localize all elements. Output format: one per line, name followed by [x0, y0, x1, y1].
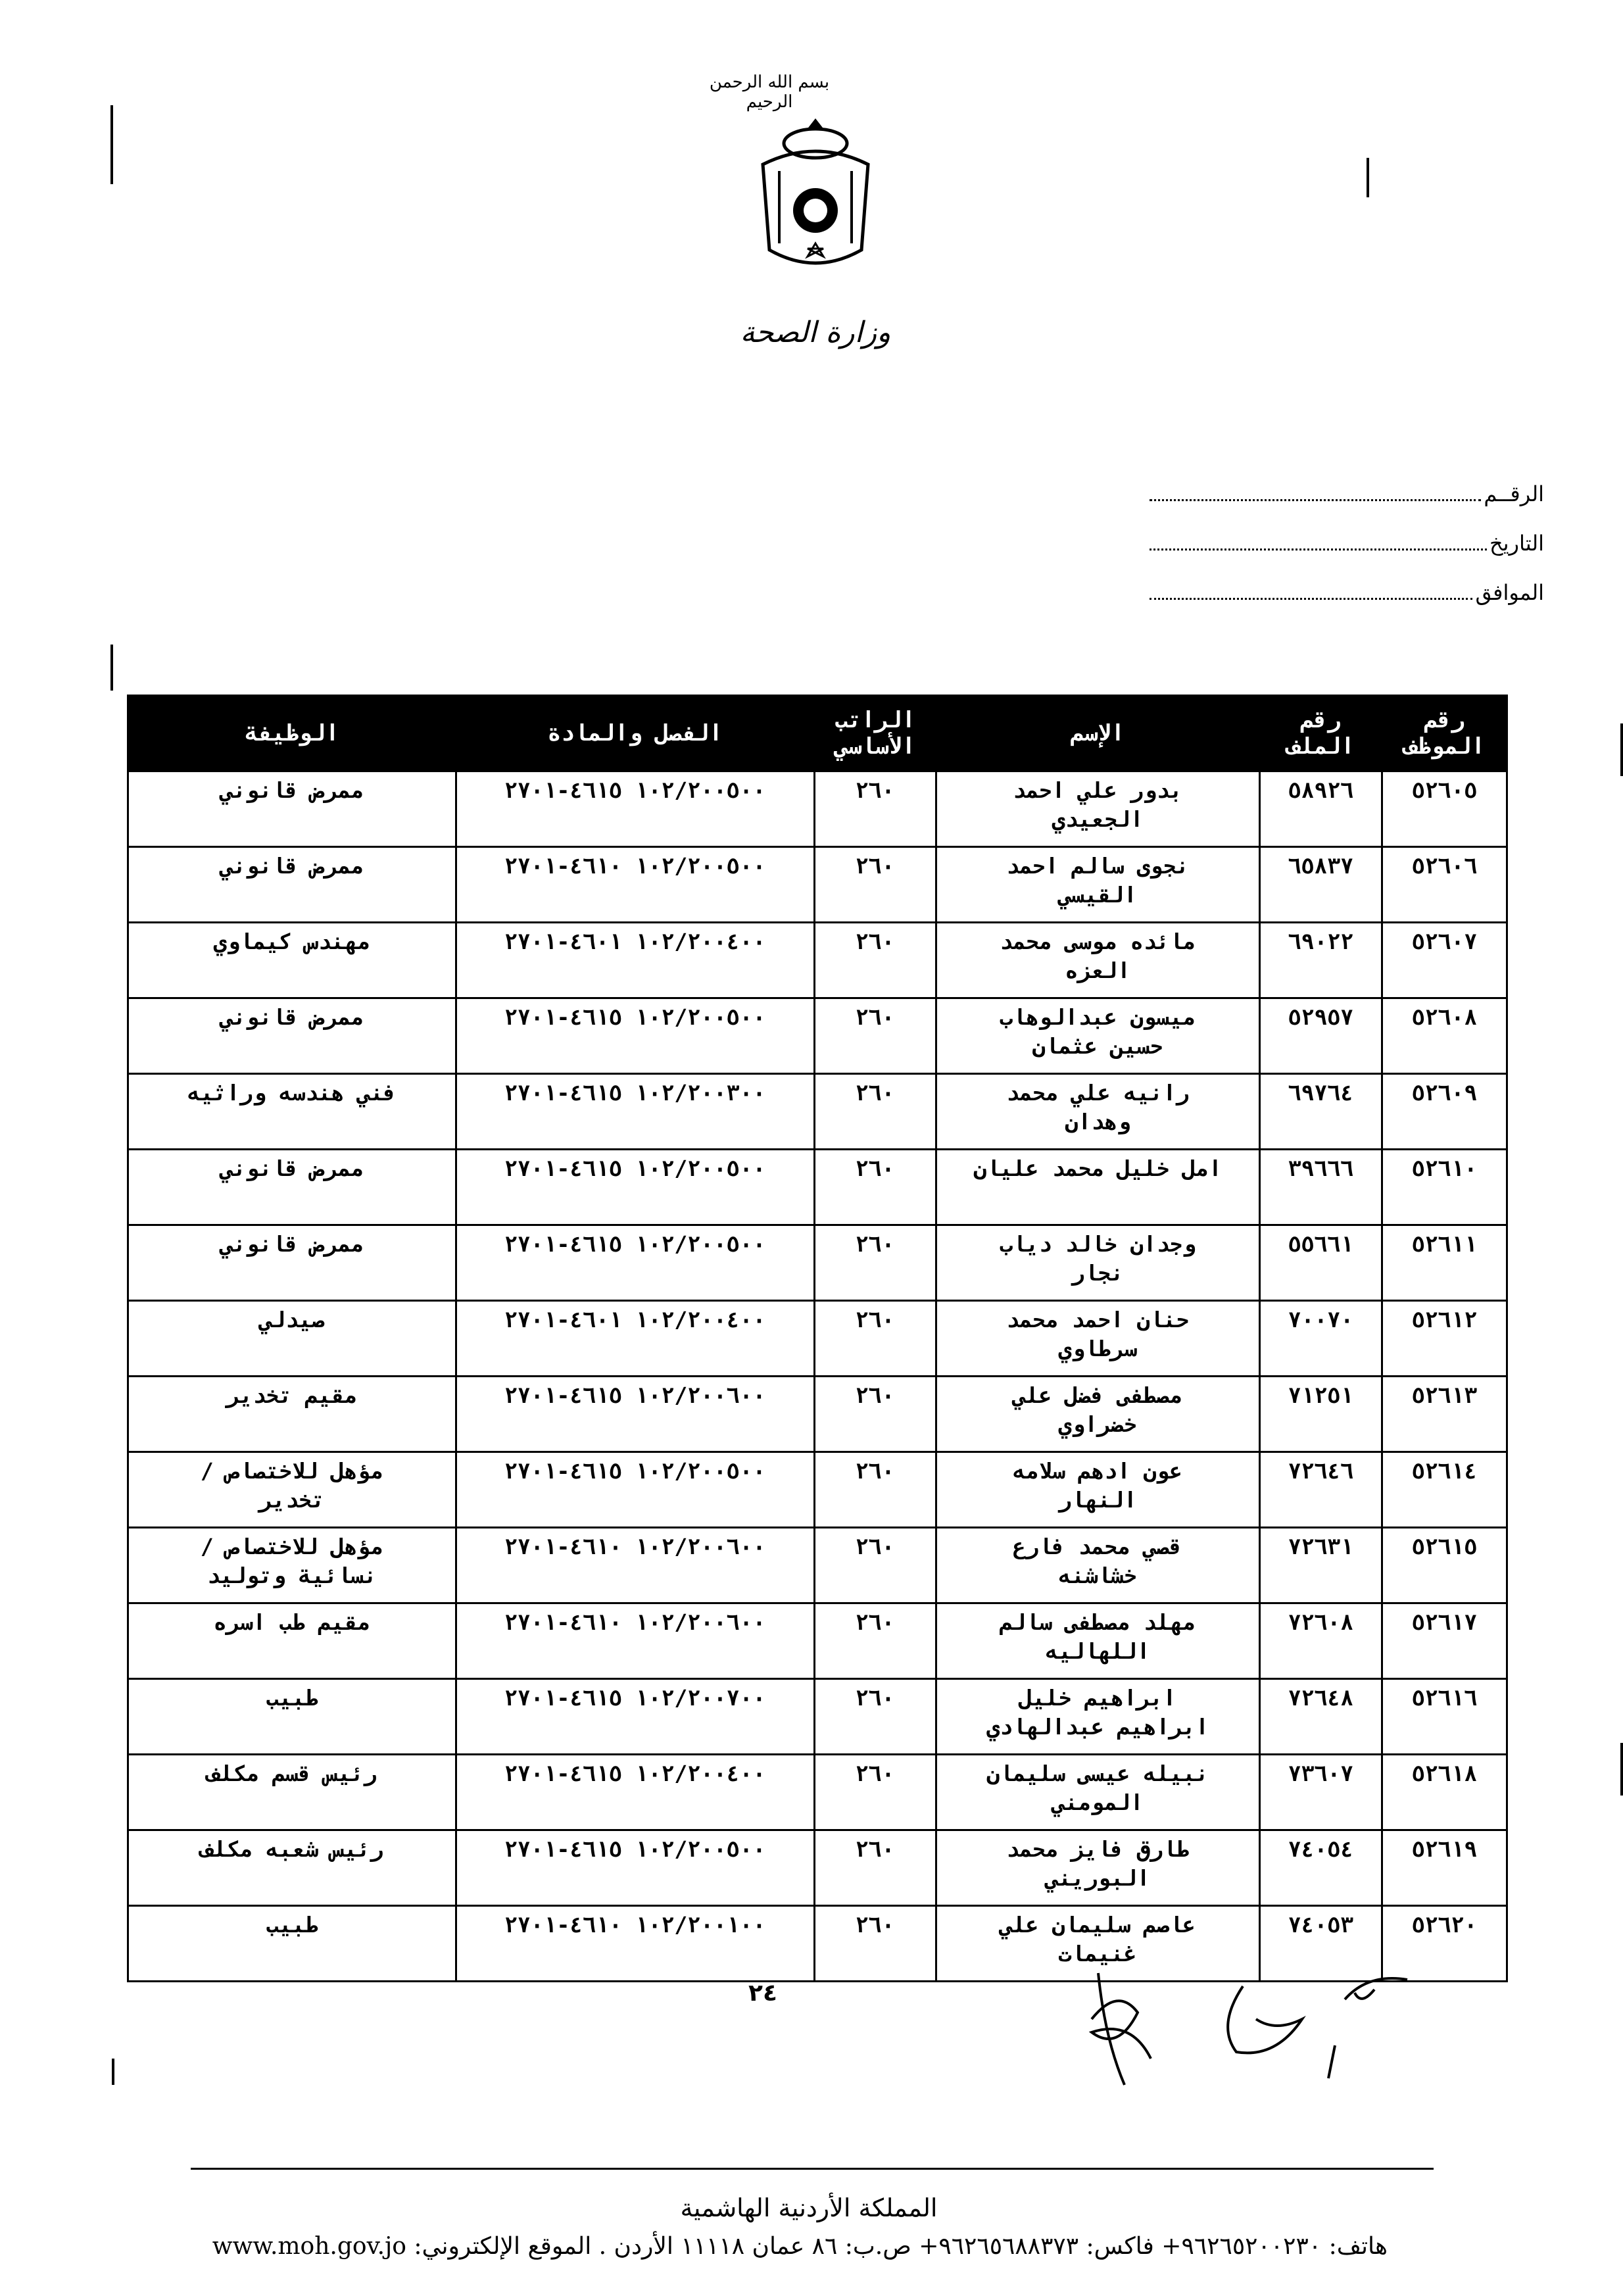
footer-kingdom: المملكة الأردنية الهاشمية	[680, 2193, 938, 2222]
cell-job: مؤهل للاختصاص / نسائية وتوليد	[128, 1528, 456, 1603]
table-row	[128, 1830, 1507, 1906]
table-row	[128, 1603, 1507, 1679]
cell-salary: ٢٦٠	[814, 1150, 936, 1225]
cell-chapter: ١٠٢/٢٠٠٥٠٠ ٤٦١٥-٢٧٠١	[456, 771, 814, 847]
cell-name: ابراهيم خليل ابراهيم عبدالهادي	[936, 1679, 1259, 1755]
cell-job: رئيس شعبه مكلف	[128, 1830, 456, 1906]
cell-chapter: ١٠٢/٢٠٠٥٠٠ ٤٦١٥-٢٧٠١	[456, 1150, 814, 1225]
cell-employee-no: ٥٢٦١١	[1382, 1225, 1507, 1301]
cell-file-no: ٧٢٦٤٦	[1259, 1452, 1382, 1528]
cell-employee-no: ٥٢٦١٠	[1382, 1150, 1507, 1225]
scan-mark	[1620, 1743, 1623, 1795]
employee-table	[127, 695, 1508, 1982]
coat-of-arms-emblem	[743, 112, 888, 289]
cell-name: مصطفى فضل علي خضراوي	[936, 1377, 1259, 1452]
cell-employee-no: ٥٢٦١٨	[1382, 1755, 1507, 1830]
cell-file-no: ٧٤٠٥٤	[1259, 1830, 1382, 1906]
table-row	[128, 847, 1507, 923]
ref-date-dots	[1150, 548, 1487, 550]
cell-employee-no: ٥٢٦٠٥	[1382, 771, 1507, 847]
cell-name: نجوى سالم احمد القيسي	[936, 847, 1259, 923]
cell-job: ممرض قانوني	[128, 1225, 456, 1301]
table-row	[128, 1301, 1507, 1377]
cell-job: فني هندسه وراثيه	[128, 1074, 456, 1150]
cell-salary: ٢٦٠	[814, 1528, 936, 1603]
cell-file-no: ٣٩٦٦٦	[1259, 1150, 1382, 1225]
ministry-name: وزارة الصحة	[740, 316, 891, 349]
header-name: الإسم	[936, 696, 1259, 771]
table-row	[128, 1074, 1507, 1150]
scan-mark	[112, 2059, 114, 2085]
cell-chapter: ١٠٢/٢٠٠٣٠٠ ٤٦١٥-٢٧٠١	[456, 1074, 814, 1150]
cell-job: طبيب	[128, 1906, 456, 1982]
cell-chapter: ١٠٢/٢٠٠٦٠٠ ٤٦١٠-٢٧٠١	[456, 1603, 814, 1679]
cell-chapter: ١٠٢/٢٠٠٦٠٠ ٤٦١٥-٢٧٠١	[456, 1377, 814, 1452]
cell-name: وجدان خالد دياب نجار	[936, 1225, 1259, 1301]
table-row	[128, 1679, 1507, 1755]
cell-name: مهلد مصطفى سالم اللهاليه	[936, 1603, 1259, 1679]
cell-chapter: ١٠٢/٢٠٠٥٠٠ ٤٦١٥-٢٧٠١	[456, 1452, 814, 1528]
cell-chapter: ١٠٢/٢٠٠٥٠٠ ٤٦١٥-٢٧٠١	[456, 1830, 814, 1906]
cell-salary: ٢٦٠	[814, 1603, 936, 1679]
cell-salary: ٢٦٠	[814, 771, 936, 847]
cell-chapter: ١٠٢/٢٠٠٥٠٠ ٤٦١٥-٢٧٠١	[456, 998, 814, 1074]
cell-name: امل خليل محمد عليان	[936, 1150, 1259, 1225]
cell-file-no: ٥٥٦٦١	[1259, 1225, 1382, 1301]
cell-salary: ٢٦٠	[814, 1906, 936, 1982]
cell-salary: ٢٦٠	[814, 1755, 936, 1830]
ref-hijri	[1150, 572, 1544, 605]
cell-name: رانيه علي محمد وهدان	[936, 1074, 1259, 1150]
ref-hijri-dots	[1150, 597, 1472, 600]
cell-salary: ٢٦٠	[814, 1679, 936, 1755]
cell-name: نبيله عيسى سليمان المومني	[936, 1755, 1259, 1830]
cell-salary: ٢٦٠	[814, 923, 936, 998]
table-row	[128, 1150, 1507, 1225]
cell-job: رئيس قسم مكلف	[128, 1755, 456, 1830]
cell-job: مقيم تخدير	[128, 1377, 456, 1452]
cell-name: ميسون عبدالوهاب حسين عثمان	[936, 998, 1259, 1074]
scan-mark	[110, 645, 113, 691]
cell-name: عاصم سليمان علي غنيمات	[936, 1906, 1259, 1982]
cell-chapter: ١٠٢/٢٠٠٧٠٠ ٤٦١٥-٢٧٠١	[456, 1679, 814, 1755]
cell-chapter: ١٠٢/٢٠٠١٠٠ ٤٦١٠-٢٧٠١	[456, 1906, 814, 1982]
cell-chapter: ١٠٢/٢٠٠٦٠٠ ٤٦١٠-٢٧٠١	[456, 1528, 814, 1603]
cell-file-no: ٦٩٧٦٤	[1259, 1074, 1382, 1150]
cell-employee-no: ٥٢٦٠٧	[1382, 923, 1507, 998]
basmala: بسم الله الرحمن الرحيم	[709, 72, 830, 112]
ref-date-label: التاريخ	[1489, 531, 1544, 556]
table-body	[128, 771, 1507, 1982]
cell-salary: ٢٦٠	[814, 1830, 936, 1906]
cell-employee-no: ٥٢٦٠٨	[1382, 998, 1507, 1074]
cell-employee-no: ٥٢٦١٣	[1382, 1377, 1507, 1452]
cell-employee-no: ٥٢٦١٤	[1382, 1452, 1507, 1528]
cell-file-no: ٥٢٩٥٧	[1259, 998, 1382, 1074]
footer-contact: هاتف: ٩٦٢٦٥٢٠٠٢٣٠+ فاكس: ٩٦٢٦٥٦٨٨٣٧٣+ ص.ب: ٨٦ عمان ١١١١٨ الأردن . الموقع الإلكتروني: www.moh.gov.jo	[212, 2233, 1388, 2260]
table-row	[128, 1755, 1507, 1830]
ref-date	[1150, 523, 1544, 556]
cell-file-no: ٧٢٦٣١	[1259, 1528, 1382, 1603]
ref-hijri-label: الموافق	[1475, 580, 1544, 605]
cell-employee-no: ٥٢٦٠٩	[1382, 1074, 1507, 1150]
table-row	[128, 1225, 1507, 1301]
cell-job: طبيب	[128, 1679, 456, 1755]
table-row	[128, 1528, 1507, 1603]
table-row	[128, 1452, 1507, 1528]
cell-name: طارق فايز محمد البوريني	[936, 1830, 1259, 1906]
cell-file-no: ٧٠٠٧٠	[1259, 1301, 1382, 1377]
cell-employee-no: ٥٢٦٠٦	[1382, 847, 1507, 923]
cell-job: صيدلي	[128, 1301, 456, 1377]
cell-chapter: ١٠٢/٢٠٠٥٠٠ ٤٦١٠-٢٧٠١	[456, 847, 814, 923]
header-employee-no: رقم الموظف	[1382, 696, 1507, 771]
cell-job: ممرض قانوني	[128, 771, 456, 847]
cell-file-no: ٧١٢٥١	[1259, 1377, 1382, 1452]
cell-employee-no: ٥٢٦١٧	[1382, 1603, 1507, 1679]
cell-job: ممرض قانوني	[128, 998, 456, 1074]
cell-employee-no: ٥٢٦٢٠	[1382, 1906, 1507, 1982]
ref-number	[1150, 474, 1544, 506]
handwritten-signatures	[1078, 1960, 1434, 2091]
cell-name: حنان احمد محمد سرطاوي	[936, 1301, 1259, 1377]
cell-employee-no: ٥٢٦١٥	[1382, 1528, 1507, 1603]
cell-file-no: ٦٩٠٢٢	[1259, 923, 1382, 998]
cell-file-no: ٥٨٩٢٦	[1259, 771, 1382, 847]
cell-job: مقيم طب اسره	[128, 1603, 456, 1679]
scan-mark	[1367, 158, 1369, 197]
cell-name: قصي محمد فارع خشاشنه	[936, 1528, 1259, 1603]
cell-job: ممرض قانوني	[128, 847, 456, 923]
cell-name: عون ادهم سلامه النهار	[936, 1452, 1259, 1528]
table-header-row	[128, 696, 1507, 771]
cell-salary: ٢٦٠	[814, 1074, 936, 1150]
cell-job: ممرض قانوني	[128, 1150, 456, 1225]
cell-salary: ٢٦٠	[814, 1301, 936, 1377]
table-row	[128, 1377, 1507, 1452]
page-number: ٢٤	[748, 1980, 777, 2007]
footer-divider	[191, 2168, 1434, 2170]
cell-file-no: ٦٥٨٣٧	[1259, 847, 1382, 923]
cell-employee-no: ٥٢٦١٩	[1382, 1830, 1507, 1906]
header-salary: الراتب الأساسي	[814, 696, 936, 771]
cell-salary: ٢٦٠	[814, 1377, 936, 1452]
cell-file-no: ٧٢٦٠٨	[1259, 1603, 1382, 1679]
cell-name: مائده موسى محمد العزه	[936, 923, 1259, 998]
cell-file-no: ٧٢٦٤٨	[1259, 1679, 1382, 1755]
cell-salary: ٢٦٠	[814, 1452, 936, 1528]
header-chapter: الفصل والمادة	[456, 696, 814, 771]
cell-employee-no: ٥٢٦١٢	[1382, 1301, 1507, 1377]
scan-mark	[110, 105, 113, 184]
cell-name: بدور علي احمد الجعيدي	[936, 771, 1259, 847]
header-job: الوظيفة	[128, 696, 456, 771]
ref-number-label: الرقــم	[1484, 481, 1544, 506]
ref-number-dots	[1150, 499, 1481, 501]
cell-salary: ٢٦٠	[814, 1225, 936, 1301]
scan-mark	[1620, 723, 1623, 776]
table-row	[128, 771, 1507, 847]
cell-chapter: ١٠٢/٢٠٠٤٠٠ ٤٦٠١-٢٧٠١	[456, 1301, 814, 1377]
cell-chapter: ١٠٢/٢٠٠٤٠٠ ٤٦١٥-٢٧٠١	[456, 1755, 814, 1830]
cell-file-no: ٧٣٦٠٧	[1259, 1755, 1382, 1830]
cell-salary: ٢٦٠	[814, 998, 936, 1074]
header-file-no: رقم الملف	[1259, 696, 1382, 771]
cell-salary: ٢٦٠	[814, 847, 936, 923]
cell-chapter: ١٠٢/٢٠٠٥٠٠ ٤٦١٥-٢٧٠١	[456, 1225, 814, 1301]
cell-file-no: ٧٤٠٥٣	[1259, 1906, 1382, 1982]
table-row	[128, 998, 1507, 1074]
table-row	[128, 923, 1507, 998]
cell-job: مهندس كيماوي	[128, 923, 456, 998]
cell-chapter: ١٠٢/٢٠٠٤٠٠ ٤٦٠١-٢٧٠١	[456, 923, 814, 998]
cell-job: مؤهل للاختصاص / تخدير	[128, 1452, 456, 1528]
cell-employee-no: ٥٢٦١٦	[1382, 1679, 1507, 1755]
